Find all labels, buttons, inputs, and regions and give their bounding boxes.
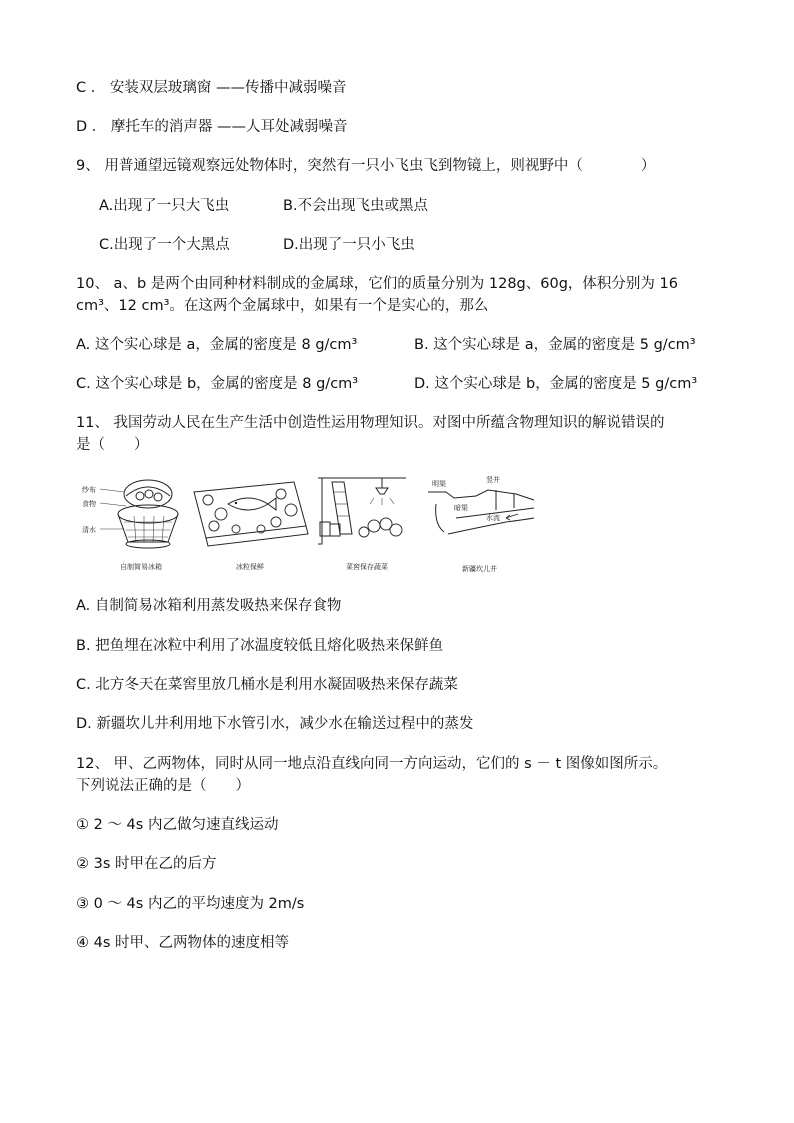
q12-statement-4: ④ 4s 时甲、乙两物体的速度相等 [76,935,289,951]
option-c-line: C ． 安装双层玻璃窗 ——传播中减弱噪音 [76,80,347,96]
question-10-line2: cm³、12 cm³。在这两个金属球中，如果有一个是实心的，那么 [76,298,489,314]
q11-figure-svg [76,474,536,578]
caption-simple-fridge: 自制简易冰箱 [120,563,162,571]
q10-option-a: A. 这个实心球是 a，金属的密度是 8 g/cm³ [76,337,358,353]
label-food: 食物 [82,500,96,508]
question-10-line1: 10、 a、b 是两个由同种材料制成的金属球，它们的质量分别为 128g、60g，体积分别为 16 [76,276,678,292]
q12-statement-3: ③ 0 ～ 4s 内乙的平均速度为 2m/s [76,896,305,912]
caption-ice-fish: 冰粒保鲜 [236,563,264,571]
q12-statement-1: ① 2 ～ 4s 内乙做匀速直线运动 [76,817,279,833]
label-water-flow: 水流 [486,514,500,522]
q9-option-c: C.出现了一个大黑点 [99,237,230,253]
label-hidden-canal: 暗渠 [454,504,468,512]
q11-option-c: C. 北方冬天在菜窖里放几桶水是利用水凝固吸热来保存蔬菜 [76,677,458,693]
q9-option-a: A.出现了一只大飞虫 [99,198,230,214]
label-open-canal: 明渠 [432,480,446,488]
question-12-line1: 12、 甲、乙两物体，同时从同一地点沿直线向同一方向运动，它们的 s － t 图像如图所示。 [76,756,668,772]
question-9: 9、 用普通望远镜观察远处物体时，突然有一只小飞虫飞到物镜上，则视野中（ ） [76,158,656,174]
q10-option-b: B. 这个实心球是 a，金属的密度是 5 g/cm³ [414,337,696,353]
q11-option-a: A. 自制简易冰箱利用蒸发吸热来保存食物 [76,598,342,614]
q9-option-b: B.不会出现飞虫或黑点 [283,198,429,214]
label-gauze: 纱布 [82,486,96,494]
q12-statement-2: ② 3s 时甲在乙的后方 [76,856,217,872]
question-12-line2: 下列说法正确的是（ ） [76,778,250,794]
label-vertical-well: 竖井 [486,476,500,484]
caption-cellar: 菜窖保存蔬菜 [346,563,388,571]
option-d-line: D ． 摩托车的消声器 ——人耳处减弱噪音 [76,119,348,135]
q11-option-b: B. 把鱼埋在冰粒中利用了冰温度较低且熔化吸热来保鲜鱼 [76,638,444,654]
label-water: 清水 [82,526,96,534]
question-11-line2: 是（ ） [76,437,149,453]
q10-option-d: D. 这个实心球是 b，金属的密度是 5 g/cm³ [414,376,698,392]
q11-figure [76,474,536,578]
q10-option-c: C. 这个实心球是 b，金属的密度是 8 g/cm³ [76,376,359,392]
caption-karez: 新疆坎儿井 [462,565,497,573]
q11-option-d: D. 新疆坎儿井利用地下水管引水，减少水在输送过程中的蒸发 [76,716,474,732]
q9-option-d: D.出现了一只小飞虫 [283,237,415,253]
question-11-line1: 11、 我国劳动人民在生产生活中创造性运用物理知识。对图中所蕴含物理知识的解说错误的 [76,415,665,431]
